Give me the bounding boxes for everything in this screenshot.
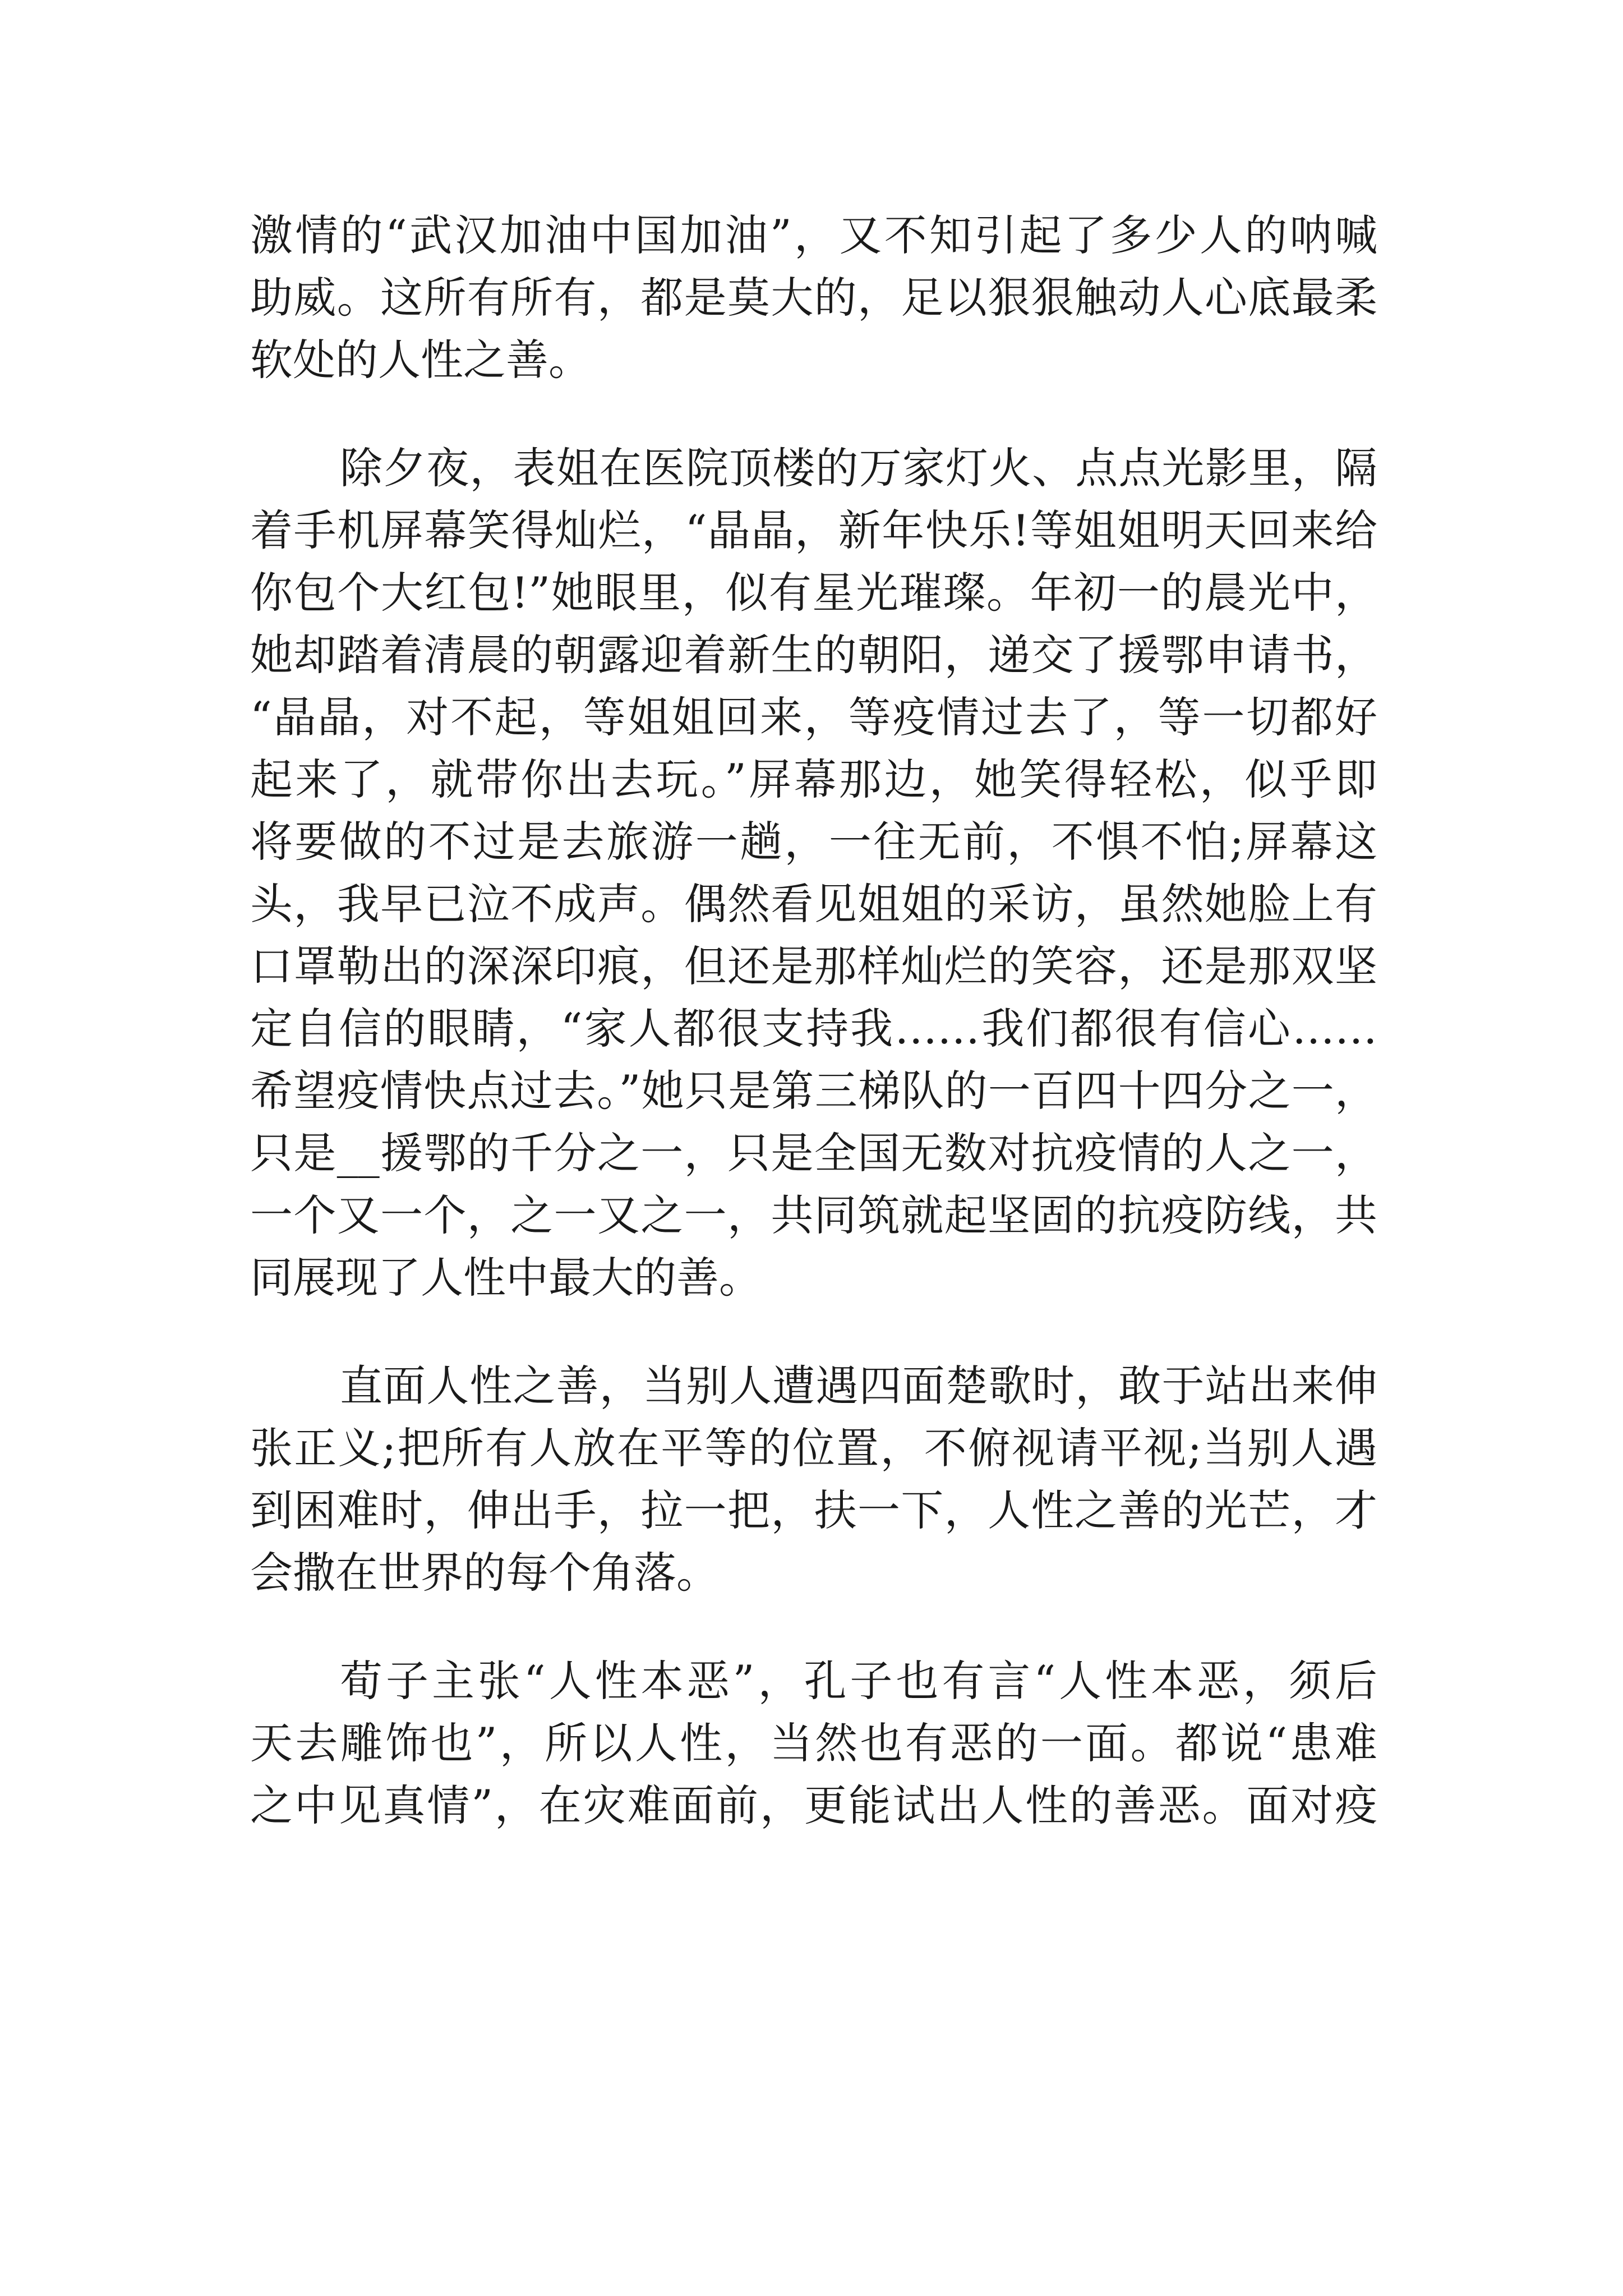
paragraph-line: 起来了，就带你出去玩。”屏幕那边，她笑得轻松，似乎即 <box>250 754 1377 804</box>
paragraph-line: 张正义;把所有人放在平等的位置，不俯视请平视;当别人遇 <box>250 1423 1377 1473</box>
paragraph-line: 荀子主张“人性本恶”，孔子也有言“人性本恶，须后 <box>340 1656 1377 1706</box>
paragraph-line: 软处的人性之善。 <box>250 335 591 385</box>
paragraph-line: 一个又一个，之一又之一，共同筑就起坚固的抗疫防线，共 <box>250 1190 1377 1240</box>
paragraph-line: 到困难时，伸出手，拉一把，扶一下，人性之善的光芒，才 <box>250 1485 1377 1535</box>
paragraph-line: 你包个大红包!”她眼里，似有星光璀璨。年初一的晨光中， <box>250 568 1377 618</box>
paragraph-line: 希望疫情快点过去。”她只是第三梯队的一百四十四分之一， <box>250 1066 1377 1116</box>
paragraph-line: “晶晶，对不起，等姐姐回来，等疫情过去了，等一切都好 <box>250 692 1377 742</box>
paragraph-line: 她却踏着清晨的朝露迎着新生的朝阳，递交了援鄂申请书， <box>250 630 1377 680</box>
paragraph-line: 只是__援鄂的千分之一，只是全国无数对抗疫情的人之一， <box>250 1128 1377 1178</box>
paragraph-line: 除夕夜，表姐在医院顶楼的万家灯火、点点光影里，隔 <box>340 443 1377 493</box>
paragraph-line: 会撒在世界的每个角落。 <box>250 1548 719 1598</box>
paragraph-line: 同展现了人性中最大的善。 <box>250 1253 762 1303</box>
paragraph-line: 天去雕饰也”，所以人性，当然也有恶的一面。都说“患难 <box>250 1718 1377 1768</box>
paragraph-line: 口罩勒出的深深印痕，但还是那样灿烂的笑容，还是那双坚 <box>250 941 1377 991</box>
paragraph-line: 之中见真情”，在灾难面前，更能试出人性的善恶。面对疫 <box>250 1780 1377 1830</box>
paragraph-line: 着手机屏幕笑得灿烂，“晶晶，新年快乐!等姐姐明天回来给 <box>250 505 1377 555</box>
paragraph-line: 定自信的眼睛，“家人都很支持我……我们都很有信心…… <box>250 1004 1377 1053</box>
paragraph-line: 将要做的不过是去旅游一趟，一往无前，不惧不怕;屏幕这 <box>250 817 1377 867</box>
paragraph-line: 助威。这所有所有，都是莫大的，足以狠狠触动人心底最柔 <box>250 273 1377 323</box>
paragraph-line: 激情的“武汉加油中国加油”，又不知引起了多少人的呐喊 <box>250 210 1377 260</box>
paragraph-line: 直面人性之善，当别人遭遇四面楚歌时，敢于站出来伸 <box>340 1361 1377 1411</box>
paragraph-line: 头，我早已泣不成声。偶然看见姐姐的采访，虽然她脸上有 <box>250 879 1377 929</box>
